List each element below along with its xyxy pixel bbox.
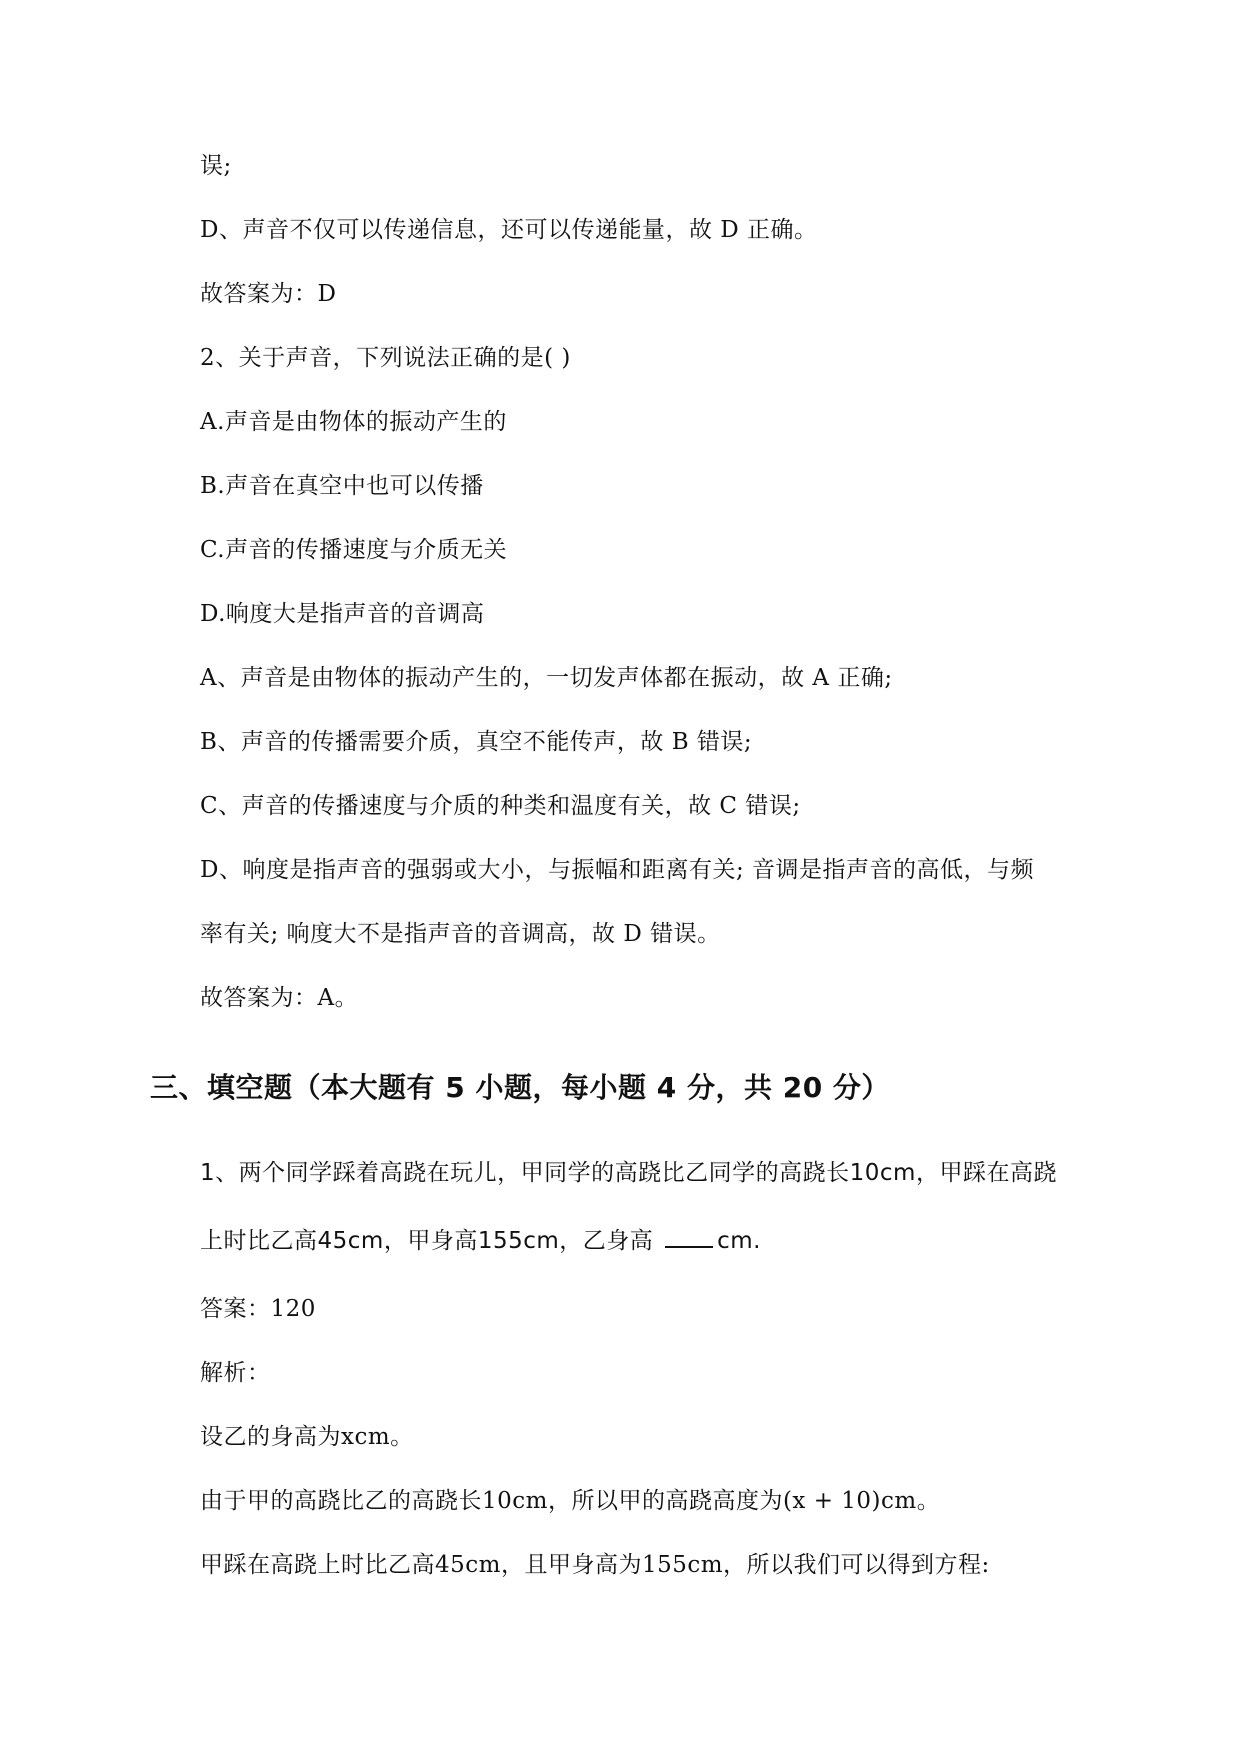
option-b: B.声音在真空中也可以传播 — [200, 473, 484, 499]
option-d: D.响度大是指声音的音调高 — [200, 601, 485, 627]
explanation-d: D、响度是指声音的强弱或大小，与振幅和距离有关; 音调是指声音的高低，与频 — [200, 857, 1035, 883]
question-2-stem: 2、关于声音，下列说法正确的是( ) — [200, 345, 571, 371]
answer-blank — [665, 1246, 713, 1248]
analysis-label: 解析： — [200, 1360, 271, 1386]
answer-line: 故答案为：A。 — [200, 985, 359, 1011]
text-line: D、声音不仅可以传递信息，还可以传递能量，故 D 正确。 — [200, 217, 818, 243]
explanation-a: A、声音是由物体的振动产生的，一切发声体都在振动，故 A 正确; — [200, 665, 893, 691]
unit-text: cm. — [717, 1228, 761, 1254]
option-c: C.声音的传播速度与介质无关 — [200, 537, 508, 563]
explanation-c: C、声音的传播速度与介质的种类和温度有关，故 C 错误; — [200, 793, 801, 819]
answer-text: 答案：120 — [200, 1296, 316, 1322]
section-heading: 三、填空题（本大题有 5 小题，每小题 4 分，共 20 分） — [150, 1071, 890, 1104]
text-line: 故答案为：D — [200, 281, 337, 307]
analysis-step-3: 甲踩在高跷上时比乙高45cm，且甲身高为155cm，所以我们可以得到方程: — [200, 1552, 990, 1578]
explanation-b: B、声音的传播需要介质，真空不能传声，故 B 错误; — [200, 729, 753, 755]
analysis-step-2: 由于甲的高跷比乙的高跷长10cm，所以甲的高跷高度为(x + 10)cm。 — [200, 1488, 941, 1514]
explanation-d-cont: 率有关; 响度大不是指声音的音调高，故 D 错误。 — [200, 921, 721, 947]
fill-question-1-line-1: 1、两个同学踩着高跷在玩儿，甲同学的高跷比乙同学的高跷长10cm，甲踩在高跷 — [200, 1160, 1057, 1186]
question-text: 上时比乙高45cm，甲身高155cm，乙身高 — [200, 1228, 662, 1254]
text-line: 误; — [200, 153, 232, 179]
analysis-step-1: 设乙的身高为xcm。 — [200, 1424, 414, 1450]
fill-question-1-line-2 — [200, 1225, 761, 1257]
option-a: A.声音是由物体的振动产生的 — [200, 409, 507, 435]
